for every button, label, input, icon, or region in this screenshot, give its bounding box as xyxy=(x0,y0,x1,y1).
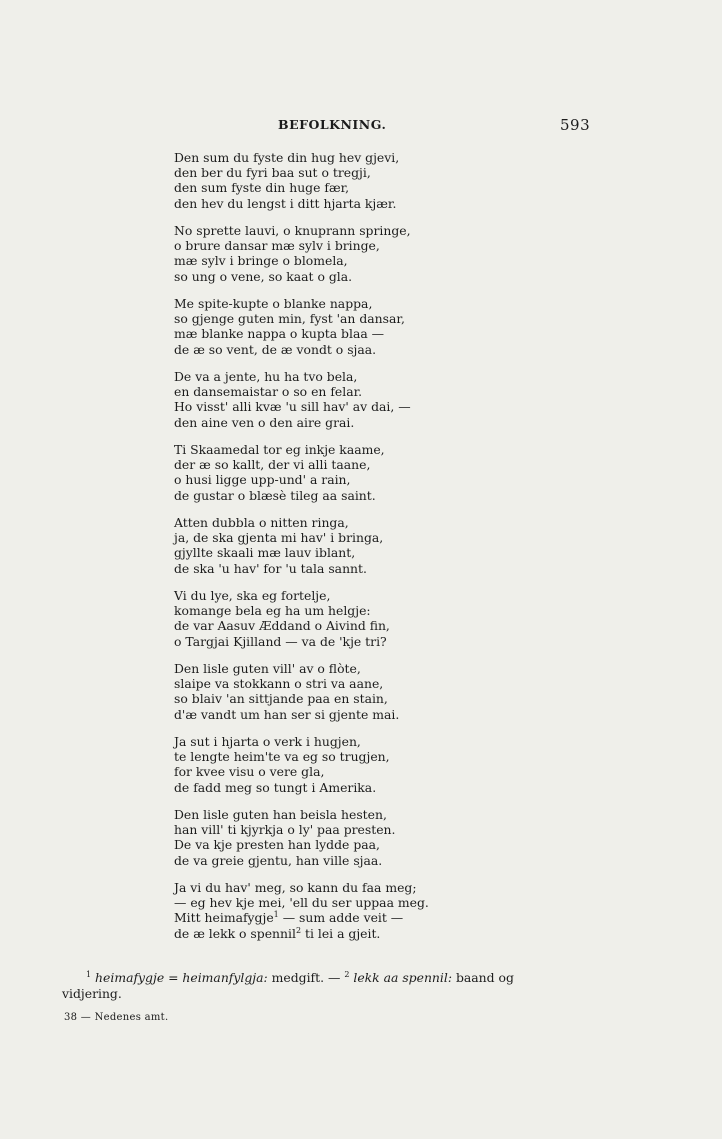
verse-text: Mitt heimafygje xyxy=(174,910,274,926)
verse-line: den ber du fyri baa sut o tregji, xyxy=(174,165,371,181)
verse-line: De va a jente, hu ha tvo bela, xyxy=(174,369,358,384)
verse-line: so blaiv 'an sittjande paa en stain, xyxy=(174,691,388,707)
verse-line: gjyllte skaali mæ lauv iblant, xyxy=(174,545,356,561)
stanza xyxy=(174,369,504,430)
verse-line: so gjenge guten min, fyst 'an dansar, xyxy=(174,311,405,327)
footnote-marker: 1 xyxy=(86,969,92,979)
verse-line: Ja sut i hjarta o verk i hugjen, xyxy=(174,734,361,749)
verse-line xyxy=(174,926,504,941)
verse-line: de gustar o blæsè tileg aa saint. xyxy=(174,487,376,503)
verse-line: Den sum du fyste din hug hev gjevi, xyxy=(174,150,400,165)
verse-line: de var Aasuv Æddand o Aivind fin, xyxy=(174,618,390,634)
verse-text: ti lei a gjeit. xyxy=(301,925,381,941)
page-number: 593 xyxy=(560,116,591,134)
verse-line: o Targjai Kjilland — va de 'kje tri? xyxy=(174,633,387,649)
footnote-gloss: medgift. — xyxy=(267,970,345,985)
verse-line: de ska 'u hav' for 'u tala sannt. xyxy=(174,560,367,576)
verse-line xyxy=(174,895,504,910)
stanza xyxy=(174,296,504,357)
verse-line: Me spite-kupte o blanke nappa, xyxy=(174,296,373,311)
verse-line: Vi du lye, ska eg fortelje, xyxy=(174,588,331,603)
verse-line: ja, de ska gjenta mi hav' i bringa, xyxy=(174,530,384,546)
stanza xyxy=(174,880,504,941)
verse-line: so ung o vene, so kaat o gla. xyxy=(174,268,353,284)
verse-line: den sum fyste din huge fær, xyxy=(174,180,350,196)
stanza xyxy=(174,515,504,576)
stanza xyxy=(174,442,504,503)
verse-line: komange bela eg ha um helgje: xyxy=(174,603,371,619)
stanza xyxy=(174,734,504,795)
footnote-marker: 2 xyxy=(344,969,350,979)
verse-line: mæ sylv i bringe o blomela, xyxy=(174,253,348,269)
stanza xyxy=(174,150,504,211)
verse-line: han vill' ti kjyrkja o ly' paa presten. xyxy=(174,822,396,838)
verse-line: d'æ vandt um han ser si gjente mai. xyxy=(174,706,400,722)
footnotes xyxy=(62,970,582,1002)
stanza xyxy=(174,588,504,649)
footnote-gloss: baand og xyxy=(452,970,514,985)
verse-line: den aine ven o den aire grai. xyxy=(174,414,355,430)
footnote-marker: 2 xyxy=(295,925,302,935)
verse-text: — sum adde veit — xyxy=(278,910,404,926)
verse-line xyxy=(174,910,504,925)
verse-line: o husi ligge upp-und' a rain, xyxy=(174,472,351,488)
verse-line: Den lisle guten han beisla hesten, xyxy=(174,807,387,822)
verse-line: Ho visst' alli kvæ 'u sill hav' av dai, — xyxy=(174,399,411,415)
running-header: BEFOLKNING. xyxy=(278,117,387,132)
verse-text: de æ lekk o spennil xyxy=(174,925,296,941)
verse-line: Den lisle guten vill' av o flòte, xyxy=(174,661,361,676)
stanza xyxy=(174,807,504,868)
verse-line: No sprette lauvi, o knuprann springe, xyxy=(174,223,411,238)
verse-line: der æ so kallt, der vi alli taane, xyxy=(174,457,371,473)
verse-line: en dansemaistar o so en felar. xyxy=(174,384,363,400)
verse-line: Ti Skaamedal tor eg inkje kaame, xyxy=(174,442,385,457)
verse-text: Ja vi du hav' meg, so kann du faa meg; xyxy=(174,880,417,895)
verse-text: — eg hev kje mei, 'ell du ser uppaa meg. xyxy=(174,895,429,911)
verse-line: de va greie gjentu, han ville sjaa. xyxy=(174,852,383,868)
poem xyxy=(174,150,504,953)
footnote-line xyxy=(62,970,582,986)
verse-line: den hev du lengst i ditt hjarta kjær. xyxy=(174,195,397,211)
verse-line xyxy=(174,880,504,895)
footnote-term: heimafygje = heimanfylgja: xyxy=(95,970,268,985)
verse-line: o brure dansar mæ sylv i bringe, xyxy=(174,238,380,254)
stanza xyxy=(174,223,504,284)
verse-line: te lengte heim'te va eg so trugjen, xyxy=(174,749,390,765)
footnote-continuation: vidjering. xyxy=(62,986,122,1001)
verse-line: mæ blanke nappa o kupta blaa — xyxy=(174,326,385,342)
footnote-term: lekk aa spennil: xyxy=(353,970,453,985)
stanza xyxy=(174,661,504,722)
verse-line: De va kje presten han lydde paa, xyxy=(174,837,380,853)
verse-line: Atten dubbla o nitten ringa, xyxy=(174,515,349,530)
verse-line: de fadd meg so tungt i Amerika. xyxy=(174,779,377,795)
verse-line: de æ so vent, de æ vondt o sjaa. xyxy=(174,341,377,357)
signature-mark: 38 — Nedenes amt. xyxy=(64,1012,169,1023)
footnote-marker: 1 xyxy=(273,910,279,920)
verse-line: slaipe va stokkann o stri va aane, xyxy=(174,676,384,692)
verse-line: for kvee visu o vere gla, xyxy=(174,764,325,780)
